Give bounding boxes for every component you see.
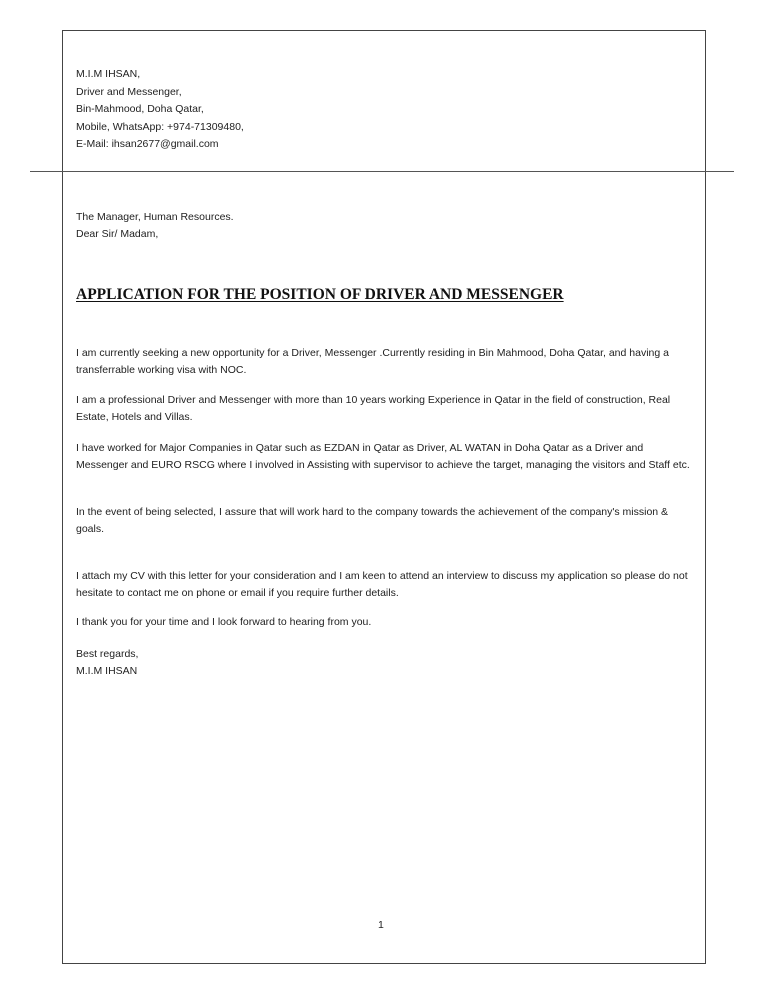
body-paragraph-5: I attach my CV with this letter for your consideration and I am keen to attend an interview to discuss my application so please do not hesitate to contact me on phone or email if you require further details. <box>76 570 688 599</box>
recipient-salutation: The Manager, Human Resources. Dear Sir/ Madam, <box>76 211 234 240</box>
header-divider <box>30 171 734 172</box>
body-paragraph-1: I am currently seeking a new opportunity for a Driver, Messenger .Currently residing in Bin Mahmood, Doha Qatar, and having a transferrable working visa with NOC. <box>76 347 669 376</box>
page-number: 1 <box>378 919 384 931</box>
body-paragraph-4: In the event of being selected, I assure that will work hard to the company towards the achievement of the company's mission & goals. <box>76 506 669 535</box>
sender-address: M.I.M IHSAN, Driver and Messenger, Bin-Mahmood, Doha Qatar, Mobile, WhatsApp: +974-71309480, E-Mail: ihsan2677@gmail.com <box>76 68 244 150</box>
body-paragraph-3: I have worked for Major Companies in Qatar such as EZDAN in Qatar as Driver, AL WATAN in Doha Qatar as a Driver and Messenger and EURO RSCG where I involved in Assisting with supervisor to achieve the target, managing the visitors and Staff etc. <box>76 442 690 471</box>
body-paragraph-2: I am a professional Driver and Messenger with more than 10 years working Experience in Qatar in the field of construction, Real Estate, Hotels and Villas. <box>76 394 671 423</box>
letter-subject: APPLICATION FOR THE POSITION OF DRIVER AND MESSENGER <box>76 286 564 303</box>
closing-signature: Best regards, M.I.M IHSAN <box>76 648 139 677</box>
body-paragraph-6: I thank you for your time and I look forward to hearing from you. <box>76 616 372 628</box>
